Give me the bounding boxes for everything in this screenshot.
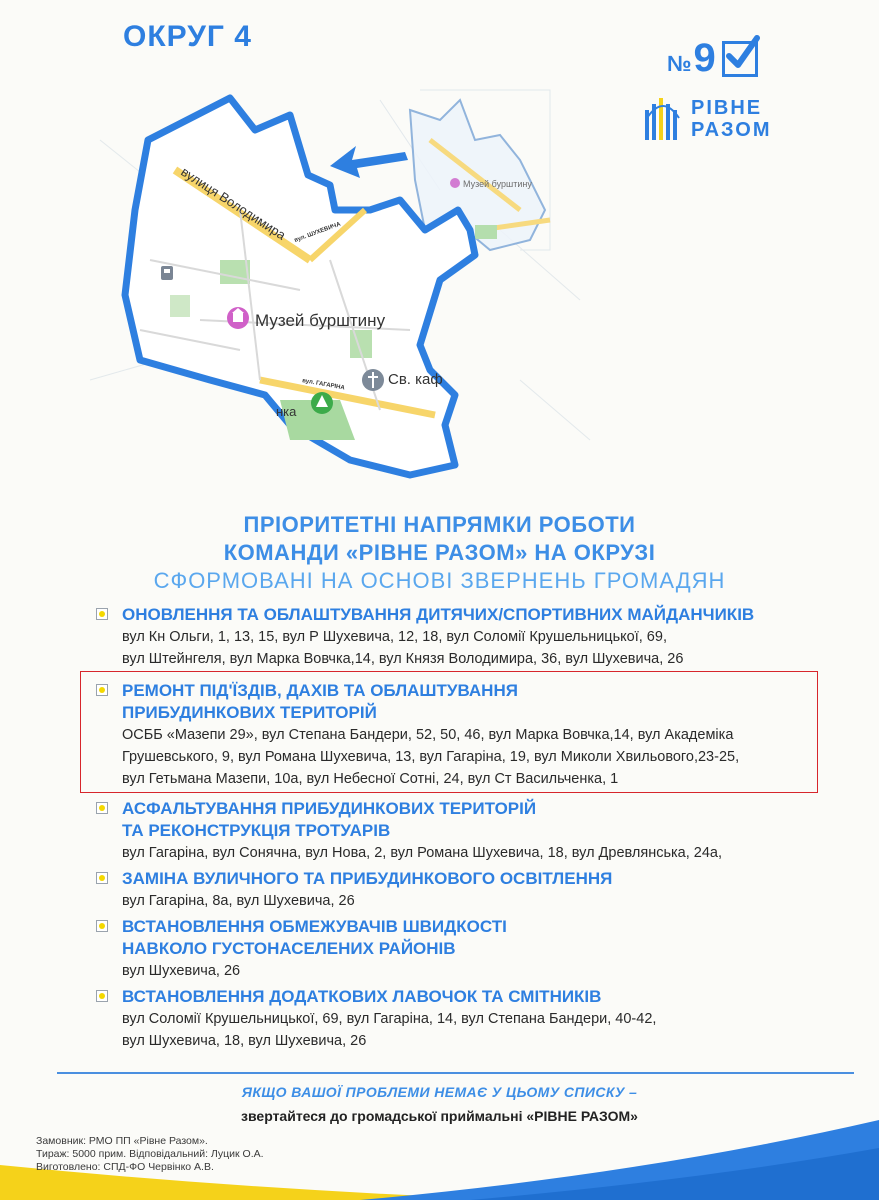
- priority-title: ВСТАНОВЛЕННЯ ДОДАТКОВИХ ЛАВОЧОК ТА СМІТНИКІВ: [122, 987, 602, 1006]
- priority-address: вул Шухевича, 26: [122, 963, 241, 979]
- church-pin-icon: [362, 369, 384, 391]
- priority-address: вул Гетьмана Мазепи, 10а, вул Небесної Сотні, 24, вул Ст Васильченка, 1: [122, 771, 619, 787]
- priority-item: [96, 604, 816, 670]
- checkmark-icon: [722, 41, 758, 77]
- inset-museum-label: Музей бурштину: [463, 179, 532, 189]
- imprint: [36, 1135, 264, 1174]
- priority-item: [96, 798, 816, 864]
- map-label-museum: Музей бурштину: [255, 311, 386, 330]
- bullet-icon: [96, 608, 108, 620]
- priority-title: НАВКОЛО ГУСТОНАСЕЛЕНИХ РАЙОНІВ: [122, 939, 456, 958]
- bullet-icon: [96, 802, 108, 814]
- priority-address: вул Шухевича, 18, вул Шухевича, 26: [122, 1033, 367, 1049]
- candidate-number: 9: [693, 36, 716, 80]
- tram-stop-icon: [161, 266, 173, 280]
- brand-logo-icon: [643, 96, 683, 142]
- priority-item: [96, 916, 816, 982]
- priority-title: ЗАМІНА ВУЛИЧНОГО ТА ПРИБУДИНКОВОГО ОСВІТЛЕННЯ: [122, 869, 613, 888]
- highlight-box: [80, 671, 818, 793]
- district-map: [80, 80, 600, 500]
- footer-notice: ЯКЩО ВАШОЇ ПРОБЛЕМИ НЕМАЄ У ЦЬОМУ СПИСКУ –: [241, 1084, 638, 1100]
- priority-title: РЕМОНТ ПІД'ЇЗДІВ, ДАХІВ ТА ОБЛАШТУВАННЯ: [122, 681, 518, 700]
- priority-item: [96, 868, 816, 912]
- priority-title: ВСТАНОВЛЕННЯ ОБМЕЖУВАЧІВ ШВИДКОСТІ: [122, 917, 507, 936]
- bullet-icon: [96, 990, 108, 1002]
- number-sign: №: [667, 50, 692, 76]
- imprint-printer: Виготовлено: СПД-ФО Червінко А.В.: [36, 1161, 214, 1173]
- priority-item: [96, 986, 816, 1052]
- bullet-icon: [96, 872, 108, 884]
- map-label-shukhevycha: вул. ШУХЕВИЧА: [293, 221, 342, 244]
- brand-logo: [643, 96, 772, 142]
- priority-title: ТА РЕКОНСТРУКЦІЯ ТРОТУАРІВ: [122, 821, 391, 840]
- priority-address: вул Кн Ольги, 1, 13, 15, вул Р Шухевича, 12, 18, вул Соломії Крушельницької, 69,: [122, 629, 667, 645]
- headline-line3: СФОРМОВАНІ НА ОСНОВІ ЗВЕРНЕНЬ ГРОМАДЯН: [153, 568, 726, 593]
- priority-address: ОСББ «Мазепи 29», вул Степана Бандери, 52, 50, 46, вул Марка Вовчка,14, вул Академіка: [122, 727, 734, 743]
- priority-address: вул Штейнгеля, вул Марка Вовчка,14, вул Князя Володимира, 36, вул Шухевича, 26: [122, 651, 684, 667]
- priority-address: Грушевського, 9, вул Романа Шухевича, 13, вул Гагаріна, 19, вул Миколи Хвильового,23-25,: [122, 749, 740, 765]
- priority-title: ОНОВЛЕННЯ ТА ОБЛАШТУВАННЯ ДИТЯЧИХ/СПОРТИВНИХ МАЙДАНЧИКІВ: [122, 605, 755, 624]
- brand-name-line1: РІВНЕ: [691, 97, 763, 119]
- map-label-cathedral: Св. каф: [388, 371, 443, 388]
- brand-name-line2: РАЗОМ: [691, 119, 772, 141]
- divider: [57, 1072, 854, 1074]
- priority-address: вул Соломії Крушельницької, 69, вул Гагаріна, 14, вул Степана Бандери, 40-42,: [122, 1011, 657, 1027]
- headline-line2: КОМАНДИ «РІВНЕ РАЗОМ» НА ОКРУЗІ: [223, 540, 656, 565]
- map-label-gagarina: вул. ГАГАРІНА: [301, 378, 346, 392]
- district-title: ОКРУГ 4: [123, 20, 252, 53]
- priority-title: АСФАЛЬТУВАННЯ ПРИБУДИНКОВИХ ТЕРИТОРІЙ: [122, 799, 537, 818]
- map-label-park: нка: [276, 404, 297, 419]
- priority-address: вул Гагаріна, вул Сонячна, вул Нова, 2, вул Романа Шухевича, 18, вул Древлянська, 24а,: [122, 845, 723, 861]
- park-pin-icon: [311, 392, 333, 414]
- priority-title: ПРИБУДИНКОВИХ ТЕРИТОРІЙ: [122, 703, 377, 722]
- candidate-number-badge: [667, 36, 758, 81]
- imprint-circulation: Тираж: 5000 прим. Відповідальний: Луцик О.А.: [36, 1148, 264, 1160]
- map-label-volodymyra: вулиця Володимира: [178, 163, 289, 243]
- headline-line1: ПРІОРИТЕТНІ НАПРЯМКИ РОБОТИ: [243, 512, 636, 537]
- imprint-customer: Замовник: РМО ПП «Рівне Разом».: [36, 1135, 208, 1147]
- bullet-icon: [96, 920, 108, 932]
- footer-contact: звертайтеся до громадської приймальні «РІВНЕ РАЗОМ»: [241, 1108, 638, 1124]
- museum-pin-icon: [227, 307, 249, 329]
- priority-address: вул Гагаріна, 8а, вул Шухевича, 26: [122, 893, 355, 909]
